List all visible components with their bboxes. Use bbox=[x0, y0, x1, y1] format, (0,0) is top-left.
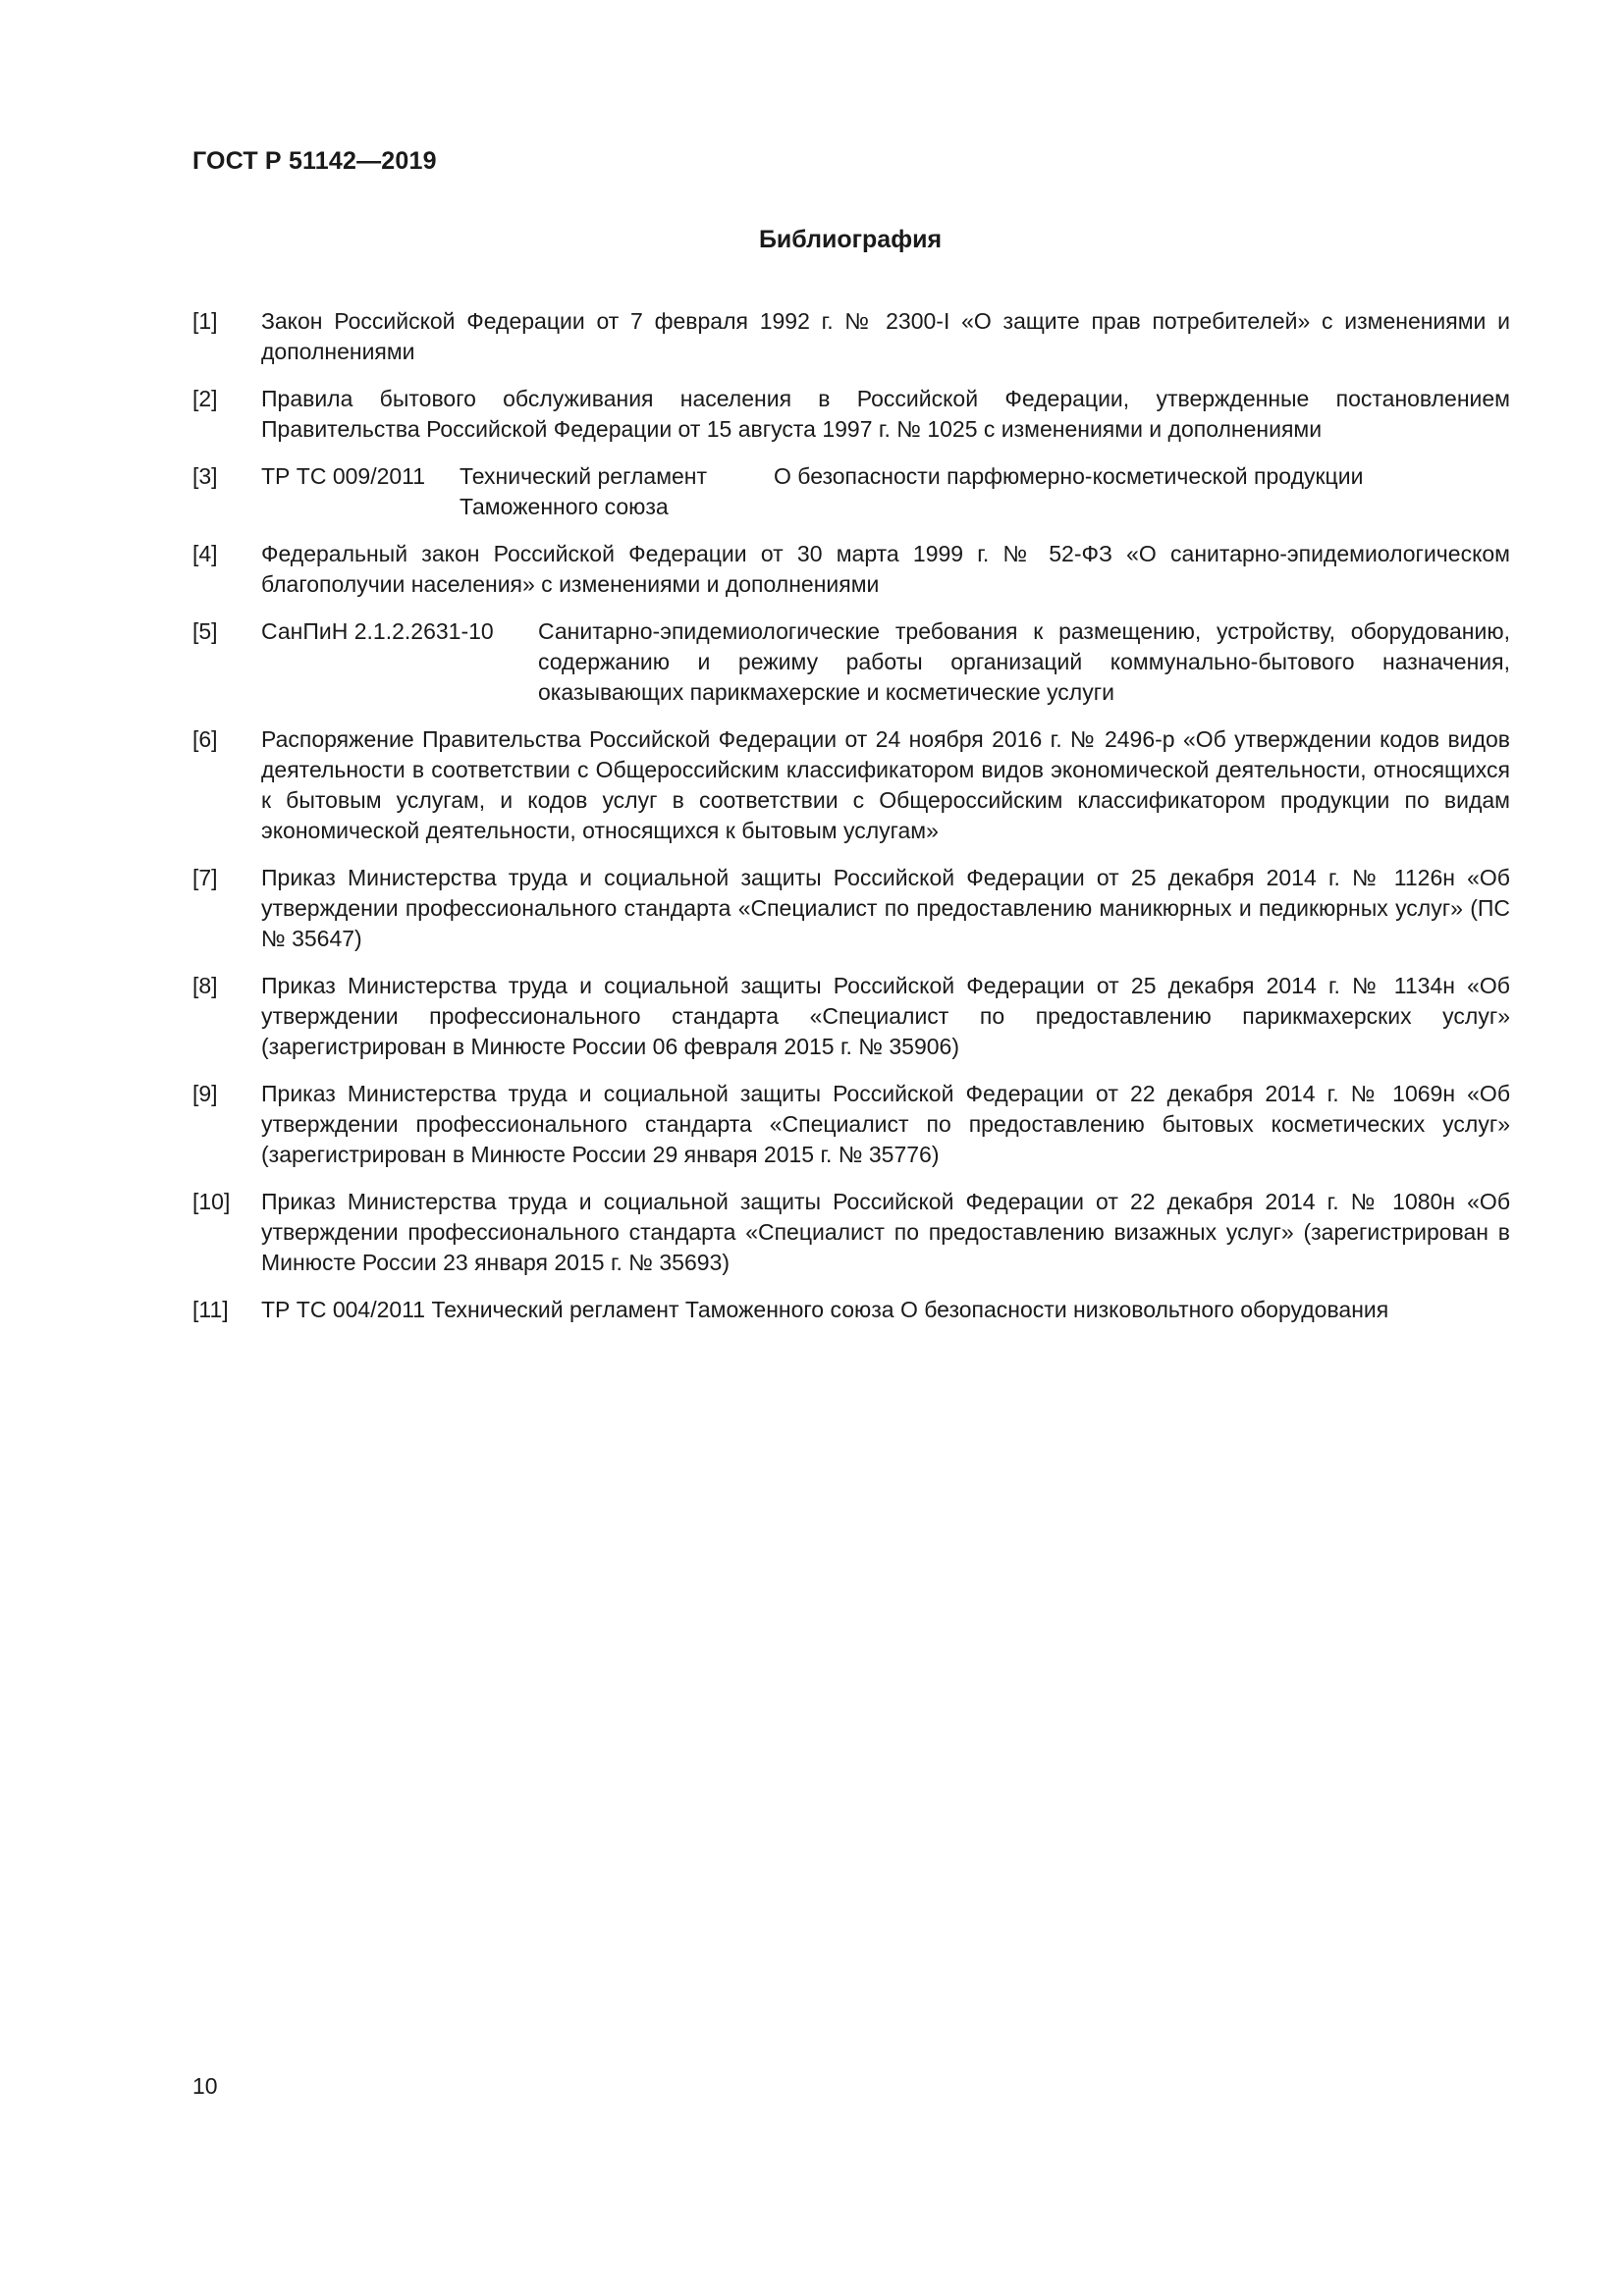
entry-text: Федеральный закон Российской Федерации от 30 марта 1999 г. № 52-ФЗ «О санитарно-эпидемиологическом благополучии населения» с изменениями и дополнениями bbox=[261, 541, 1510, 597]
entry-number: [3] bbox=[192, 463, 218, 489]
document-id-header: ГОСТ Р 51142—2019 bbox=[192, 147, 437, 175]
bibliography-entry-11 bbox=[192, 1295, 1510, 1325]
bibliography-entry-2 bbox=[192, 384, 1510, 445]
entry-number: [2] bbox=[192, 386, 218, 411]
bibliography-entry-6 bbox=[192, 724, 1510, 846]
entry-text: Закон Российской Федерации от 7 февраля 1992 г. № 2300-I «О защите прав потребителей» с изменениями и дополнениями bbox=[261, 308, 1510, 364]
bibliography-list bbox=[192, 306, 1510, 1342]
entry-columns bbox=[261, 616, 1510, 708]
entry-code: ТР ТС 009/2011 bbox=[261, 463, 426, 489]
bibliography-entry-3 bbox=[192, 461, 1510, 522]
bibliography-entry-1 bbox=[192, 306, 1510, 367]
entry-columns bbox=[261, 461, 1510, 522]
bibliography-entry-8 bbox=[192, 971, 1510, 1062]
bibliography-entry-5 bbox=[192, 616, 1510, 708]
bibliography-entry-9 bbox=[192, 1079, 1510, 1170]
entry-number: [9] bbox=[192, 1081, 218, 1106]
entry-number: [1] bbox=[192, 308, 218, 334]
entry-name: Технический регламент Таможенного союза bbox=[460, 463, 708, 519]
entry-code: СанПиН 2.1.2.2631-10 bbox=[261, 618, 494, 644]
entry-number: [4] bbox=[192, 541, 218, 566]
entry-text: Приказ Министерства труда и социальной защиты Российской Федерации от 25 декабря 2014 г. № 1134н «Об утверждении профессионального стандарта «Специалист по предоставлению парикмахерских услуг» (зарегистрирован в Минюсте России 06 февраля 2015 г. № 35906) bbox=[261, 973, 1510, 1059]
entry-number: [8] bbox=[192, 973, 218, 998]
page-number: 10 bbox=[192, 2073, 218, 2099]
bibliography-entry-4 bbox=[192, 539, 1510, 600]
entry-text: Приказ Министерства труда и социальной защиты Российской Федерации от 22 декабря 2014 г. № 1080н «Об утверждении профессионального стандарта «Специалист по предоставлению визажных услуг» (зарегистрирован в Минюсте России 23 января 2015 г. № 35693) bbox=[261, 1189, 1510, 1275]
bibliography-entry-10 bbox=[192, 1187, 1510, 1278]
bibliography-title: Библиография bbox=[758, 226, 943, 253]
entry-text: Приказ Министерства труда и социальной защиты Российской Федерации от 22 декабря 2014 г. № 1069н «Об утверждении профессионального стандарта «Специалист по предоставлению бытовых косметических услуг» (зарегистрирован в Минюсте России 29 января 2015 г. № 35776) bbox=[261, 1081, 1510, 1167]
entry-number: [10] bbox=[192, 1189, 231, 1214]
entry-title: О безопасности парфюмерно-косметической продукции bbox=[774, 463, 1364, 489]
entry-text: Правила бытового обслуживания населения в Российской Федерации, утвержденные постановлением Правительства Российской Федерации от 15 августа 1997 г. № 1025 с изменениями и дополнениями bbox=[261, 386, 1510, 442]
entry-number: [5] bbox=[192, 618, 218, 644]
entry-text: ТР ТС 004/2011 Технический регламент Таможенного союза О безопасности низковольтного оборудования bbox=[261, 1297, 1389, 1322]
entry-number: [6] bbox=[192, 726, 218, 752]
entry-text: Приказ Министерства труда и социальной защиты Российской Федерации от 25 декабря 2014 г. № 1126н «Об утверждении профессионального стандарта «Специалист по предоставлению маникюрных и педикюрных услуг» (ПС № 35647) bbox=[261, 865, 1510, 951]
entry-title: Санитарно-эпидемиологические требования к размещению, устройству, оборудованию, содержанию и режиму работы организаций коммунально-бытового назначения, оказывающих парикмахерские и косметические услуги bbox=[538, 618, 1510, 705]
entry-text: Распоряжение Правительства Российской Федерации от 24 ноября 2016 г. № 2496-р «Об утверждении кодов видов деятельности в соответствии с Общероссийским классификатором видов экономической деятельности, относящихся к бытовым услугам, и кодов услуг в соответствии с Общероссийским классификатором продукции по видам экономической деятельности, относящихся к бытовым услугам» bbox=[261, 726, 1510, 843]
bibliography-entry-7 bbox=[192, 863, 1510, 954]
entry-number: [11] bbox=[192, 1297, 229, 1322]
entry-number: [7] bbox=[192, 865, 218, 890]
